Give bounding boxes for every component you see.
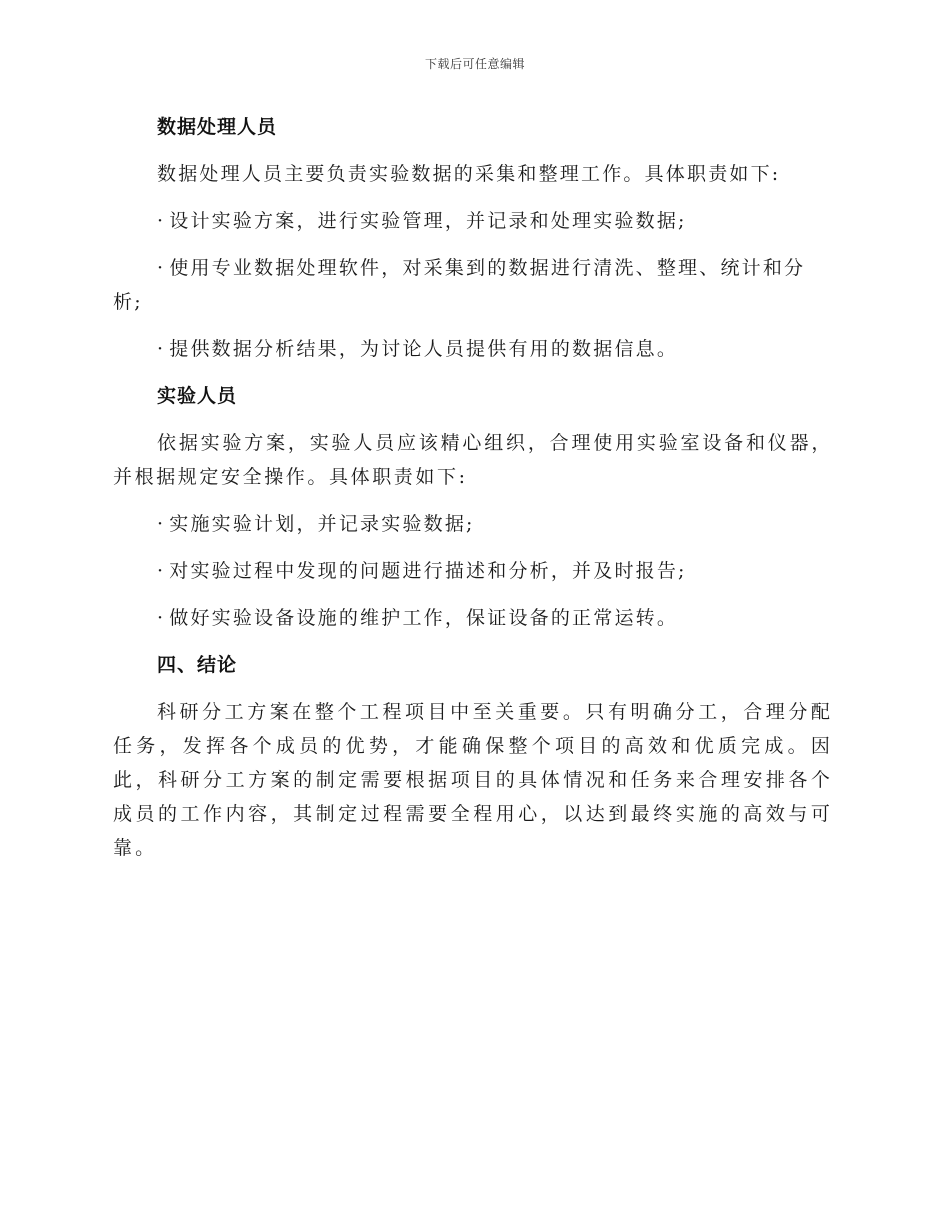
bullet-marker: · <box>157 257 166 279</box>
list-item-text: 设计实验方案，进行实验管理，并记录和处理实验数据; <box>169 210 687 232</box>
list-item-text: 使用专业数据处理软件，对采集到的数据进行清洗、整理、统计和分析; <box>113 257 806 313</box>
list-item <box>113 251 833 319</box>
section-heading-data-processing: 数据处理人员 <box>157 116 278 138</box>
list-item-text: 做好实验设备设施的维护工作，保证设备的正常运转。 <box>169 607 679 629</box>
section-heading-experiment: 实验人员 <box>157 385 238 407</box>
paragraph-conclusion: 科研分工方案在整个工程项目中至关重要。只有明确分工，合理分配任务，发挥各个成员的优势，才能确保整个项目的高效和优质完成。因此，科研分工方案的制定需要根据项目的具体情况和任务来合理安排各个成员的工作内容，其制定过程需要全程用心，以达到最终实施的高效与可靠。 <box>113 701 833 859</box>
section-heading-conclusion: 四、结论 <box>157 654 238 676</box>
list-item <box>113 204 833 238</box>
bullet-marker: · <box>157 338 166 360</box>
bullet-marker: · <box>157 560 166 582</box>
bullet-marker: · <box>157 210 166 232</box>
list-item <box>113 332 833 366</box>
list-item-text: 对实验过程中发现的问题进行描述和分析，并及时报告; <box>169 560 687 582</box>
bullet-marker: · <box>157 513 166 535</box>
list-item <box>113 507 833 541</box>
list-item-text: 实施实验计划，并记录实验数据; <box>169 513 475 535</box>
list-item <box>113 554 833 588</box>
header-note: 下载后可任意编辑 <box>424 57 525 71</box>
paragraph-data-processing-intro: 数据处理人员主要负责实验数据的采集和整理工作。具体职责如下: <box>157 163 781 185</box>
list-item <box>113 601 833 635</box>
bullet-marker: · <box>157 607 166 629</box>
paragraph-experiment-intro: 依据实验方案，实验人员应该精心组织，合理使用实验室设备和仪器，并根据规定安全操作。具体职责如下: <box>113 432 833 488</box>
list-item-text: 提供数据分析结果，为讨论人员提供有用的数据信息。 <box>169 338 679 360</box>
document-body <box>113 110 833 878</box>
